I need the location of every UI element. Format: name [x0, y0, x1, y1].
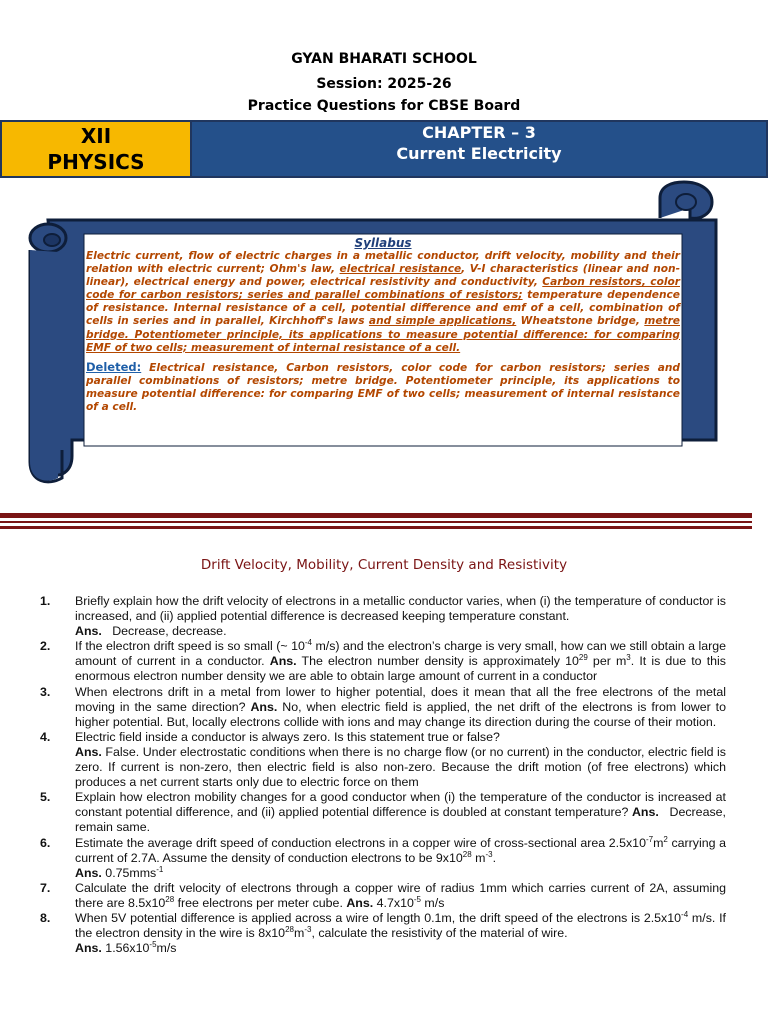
question-item	[0, 594, 768, 639]
question-number: 6.	[40, 835, 51, 850]
question-text: .	[492, 850, 497, 865]
question-number: 7.	[40, 880, 51, 895]
question-item	[0, 881, 768, 911]
question-number: 5.	[40, 790, 51, 805]
answer-text: m/s	[156, 941, 177, 956]
superscript: -5	[413, 894, 421, 904]
answer-label: Ans.	[346, 895, 374, 910]
question-number: 8.	[40, 910, 51, 925]
answer-label: Ans.	[269, 654, 297, 669]
chapter-banner	[192, 120, 768, 178]
question-text: m	[471, 850, 486, 865]
question-text: m	[293, 926, 305, 941]
superscript: -3	[485, 849, 493, 859]
question-text: m/s) and the electron’s charge is very small, how can we still obtain a large amount of current in a conductor.	[75, 639, 726, 669]
subject-label: PHYSICS	[47, 150, 145, 174]
answer-text: . It is due to this enormous electron number density we are able to obtain large amount of current in a conductor	[75, 654, 726, 684]
question-text: free electrons per meter cube.	[174, 895, 347, 910]
superscript: -4	[304, 638, 312, 648]
answer-text: The electron number density is approximately 10	[296, 654, 579, 669]
superscript: 28	[462, 849, 472, 859]
section-title: Drift Velocity, Mobility, Current Density and Resistivity	[200, 557, 568, 573]
syllabus-part: , V-I characteristics (linear and non-linear), electrical energy and power, electrical resistivity and conductivity,	[86, 263, 680, 289]
question-number: 1.	[40, 594, 51, 608]
question-text: If the electron drift speed is so small (~ 10	[75, 639, 305, 654]
syllabus-part: Wheatstone bridge,	[516, 315, 645, 328]
question-text: Estimate the average drift speed of conduction electrons in a copper wire of cross-sectional area 2.5x10	[75, 835, 646, 850]
answer-text: m/s	[420, 895, 445, 910]
question-text: When electrons drift in a metal from lower to higher potential, does it mean that all the free electrons of the metal moving in the same direction?	[75, 684, 726, 714]
answer-text: 0.75mms	[101, 865, 157, 880]
syllabus-part: temperature dependence of resistance. Internal resistance of a cell, potential difference and emf of a cell, combination of cells in series and in parallel, Kirchhoff's laws	[86, 289, 680, 328]
divider-line	[0, 513, 752, 518]
answer-label: Ans.	[75, 865, 102, 880]
syllabus-part: Electric current, flow of electric charges in a metallic conductor, drift velocity, mobility and their relation with electric current; Ohm's law,	[86, 250, 680, 276]
superscript: -4	[681, 909, 689, 919]
answer-label: Ans.	[250, 699, 278, 714]
superscript: 28	[165, 894, 175, 904]
answer-text: False. Under electrostatic conditions when there is no charge flow (or no current) in the conductor, electric field is zero. If current is non-zero, then electric field is also non-zero. Because the drift motion (of free electrons) which produces a net current starts only due to electric force on them	[75, 744, 726, 790]
question-list	[0, 594, 768, 956]
superscript: -7	[645, 834, 654, 844]
syllabus-box	[86, 236, 680, 444]
superscript: -1	[156, 864, 164, 874]
syllabus-deleted-topic: metre bridge. Potentiometer principle, its applications to measure potential difference: for comparing EMF of two cells; measurement of internal resistance of a cell.	[86, 315, 680, 354]
chapter-number: CHAPTER – 3	[422, 123, 536, 142]
question-number: 3.	[40, 684, 51, 699]
question-item	[0, 911, 768, 956]
question-text: , calculate the resistivity of the material of wire.	[311, 926, 568, 941]
divider-line	[0, 526, 752, 529]
superscript: 2	[663, 834, 668, 844]
deleted-topics	[86, 361, 680, 414]
question-text: carrying a current of 2.7A. Assume the density of conduction electrons to be 9x10	[75, 835, 726, 865]
syllabus-text	[86, 250, 680, 355]
syllabus-deleted-topic: Carbon resistors, color code for carbon resistors; series and parallel combinations of resistors;	[86, 276, 680, 302]
answer-text: Decrease, decrease.	[112, 624, 227, 639]
superscript: -3	[304, 924, 312, 934]
question-text: Electric field inside a conductor is always zero. Is this statement true or false?	[75, 729, 500, 744]
answer-text: No, when electric field is applied, the net drift of the electrons is from lower to higher potential. But, locally electrons collide with ions and may change its direction during the course of their motion.	[75, 699, 726, 729]
answer-label: Ans.	[631, 805, 659, 820]
question-item	[0, 730, 768, 790]
class-label: XII	[80, 124, 112, 148]
answer-text: per m	[587, 654, 627, 669]
question-item	[0, 639, 768, 684]
syllabus-deleted-topic: electrical resistance	[339, 263, 462, 276]
session-label: Session: 2025-26	[316, 76, 452, 92]
class-subject-banner	[0, 120, 192, 178]
question-number: 4.	[40, 729, 51, 744]
question-text: m/s. If the electron density in the wire is 8x10	[75, 910, 726, 941]
answer-label: Ans.	[75, 744, 102, 759]
superscript: 3	[626, 653, 631, 663]
divider-line	[0, 521, 752, 523]
syllabus-title: Syllabus	[354, 236, 412, 250]
school-name: GYAN BHARATI SCHOOL	[291, 51, 477, 67]
deleted-text: Electrical resistance, Carbon resistors, color code for carbon resistors; series and parallel combinations of resistors; metre bridge. Potentiometer principle, its applications to measure potential difference: for comparing EMF of two cells; measurement of internal resistance of a cell.	[86, 361, 680, 414]
answer-label: Ans.	[75, 941, 102, 956]
question-text: Calculate the drift velocity of electrons through a copper wire of radius 1mm which carries current of 2A, assuming there are 8.5x10	[75, 880, 726, 910]
question-item	[0, 790, 768, 835]
superscript: -5	[149, 940, 157, 950]
answer-text: 4.7x10	[373, 895, 414, 910]
question-text: Explain how electron mobility changes for a good conductor when (i) the temperature of the conductor is increased at constant potential difference, and (ii) applied potential difference is doubled at constant temperature?	[75, 790, 726, 820]
question-item	[0, 836, 768, 881]
question-item	[0, 685, 768, 730]
question-number: 2.	[40, 639, 51, 654]
document-subtitle: Practice Questions for CBSE Board	[247, 98, 521, 114]
question-text: Briefly explain how the drift velocity of electrons in a metallic conductor varies, when (i) the temperature of conductor is increased, and (ii) applied potential difference is decreased keeping temperature constant.	[75, 594, 726, 624]
answer-label: Ans.	[75, 624, 102, 639]
superscript: 29	[578, 653, 588, 663]
chapter-title: Current Electricity	[396, 144, 562, 163]
syllabus-deleted-topic: and simple applications,	[368, 315, 517, 328]
superscript: 28	[285, 924, 294, 934]
answer-text: Decrease, remain same.	[75, 805, 726, 835]
question-text: When 5V potential difference is applied across a wire of length 0.1m, the drift speed of the electrons is 2.5x10	[75, 910, 682, 925]
question-text: m	[653, 835, 664, 850]
answer-text: 1.56x10	[101, 941, 150, 956]
deleted-label: Deleted:	[86, 359, 142, 374]
